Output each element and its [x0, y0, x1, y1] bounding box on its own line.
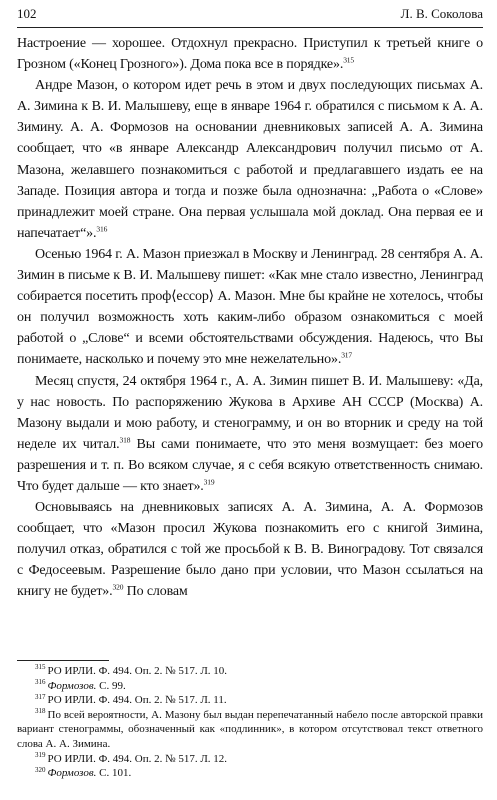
footnote-ref[interactable]: 317: [341, 350, 352, 360]
header-rule: [17, 27, 483, 28]
footnote-author: Формозов.: [47, 679, 97, 692]
paragraph-text: Андре Мазон, о котором идет речь в этом и двух последующих письмах А. А. Зимина к В. И. Малышеву, еще в январе 1964 г. обратился с письмом к А. А. Зимину. А. А. Формозов на основании дневниковых записей А. А. Зимина сообщает, что «в январе Александр Александрович получил письмо от А. Мазона, желавшего познакомиться с работой и предлагавшего издать ее на Западе. Позиция автора и тогда и позже была однозначна: „Работа о «Слове» принадлежит моей стране. Она первая услышала мой доклад. Она первая ее и напечатает“».: [17, 78, 483, 241]
footnote-text: По всей вероятности, А. Мазону был выдан перепечатанный набело после авторской правки вариант стенограммы, обозначенный как «подлинник», в котором отсутствовал текст ответного слова А. А. Зимина.: [17, 708, 483, 750]
footnote-number: 318: [35, 707, 46, 716]
paragraph: [17, 497, 483, 602]
footnote: [17, 708, 483, 752]
paragraph-text: Месяц спустя, 24 октября 1964 г., А. А. Зимин пишет В. И. Малышеву: «Да, у нас новость. По распоряжению Жукова в Архиве АН СССР (Москва) А. Мазону выдали и мою работу, и стенограмму, и он во вторник и среду на той неделе их читал.: [17, 373, 483, 452]
paragraph: [17, 371, 483, 498]
paragraph: [17, 33, 483, 75]
footnotes: [17, 664, 483, 781]
paragraph: [17, 244, 483, 371]
page-number: 102: [17, 6, 37, 21]
footnote-number: 316: [35, 677, 46, 686]
footnote-ref[interactable]: 316: [96, 224, 108, 234]
footnote-text: С. 99.: [96, 679, 126, 692]
footnote-number: 319: [35, 750, 46, 759]
paragraph-text: Основываясь на дневниковых записях А. А. Зимина, А. А. Формозов сообщает, что «Мазон просил Жукова познакомить его с книгой Зимина, получил отказ, обратился с той же просьбой к В. В. Виноградову. Тот связался с Федосеевым. Разрешение было дано при условии, что Мазон ссылаться на книгу не будет».: [17, 500, 483, 600]
footnote-rule: [17, 660, 109, 661]
footnote-number: 320: [35, 765, 46, 774]
footnote-number: 315: [35, 663, 46, 672]
footnote: [17, 679, 483, 694]
body-text: [17, 33, 483, 603]
footnote-ref[interactable]: 320: [112, 582, 124, 592]
footnote-ref[interactable]: 315: [343, 55, 354, 65]
footnote-text: РО ИРЛИ. Ф. 494. Оп. 2. № 517. Л. 12.: [47, 752, 228, 765]
running-header: [17, 6, 483, 26]
footnote-text: РО ИРЛИ. Ф. 494. Оп. 2. № 517. Л. 10.: [47, 665, 228, 677]
footnote: [17, 766, 483, 781]
footnote-ref[interactable]: 319: [203, 477, 215, 487]
footnote-text: РО ИРЛИ. Ф. 494. Оп. 2. № 517. Л. 11.: [47, 694, 227, 707]
footnote: [17, 693, 483, 708]
paragraph: [17, 75, 483, 244]
paragraph-text: Осенью 1964 г. А. Мазон приезжал в Москву и Ленинград. 28 сентября А. А. Зимин в письме к В. И. Малышеву пишет: «Как мне стало известно, Ленинград собирается посетить проф⟨ессор⟩ А. Мазон. Мне бы крайне не хотелось, чтобы он получил возможность хоть каким-либо образом ознакомиться с моей работой о „Слове“ и всеми обстоятельствами обсуждения. Надеюсь, что Вы понимаете, насколько и почему это мне нежелательно».: [17, 246, 483, 368]
paragraph-text: По словам: [123, 584, 188, 600]
footnote-number: 317: [35, 692, 46, 701]
footnote-ref[interactable]: 318: [119, 435, 131, 445]
footnote: [17, 664, 483, 679]
footnote-text: С. 101.: [96, 767, 132, 780]
running-title: Л. В. Соколова: [400, 6, 483, 21]
footnote-author: Формозов.: [47, 767, 97, 780]
paragraph-text: Вы сами понимаете, что это меня возмущает: без моего разрешения и т. п. Во всяком случае, я с себя всякую ответственность снимаю. Что будет дальше — кто знает».: [17, 436, 483, 494]
paragraph-text: Настроение — хорошее. Отдохнул прекрасно. Приступил к третьей книге о Грозном («Конец Грозного»). Дома пока все в порядке».: [17, 36, 483, 73]
footnote: [17, 752, 483, 767]
